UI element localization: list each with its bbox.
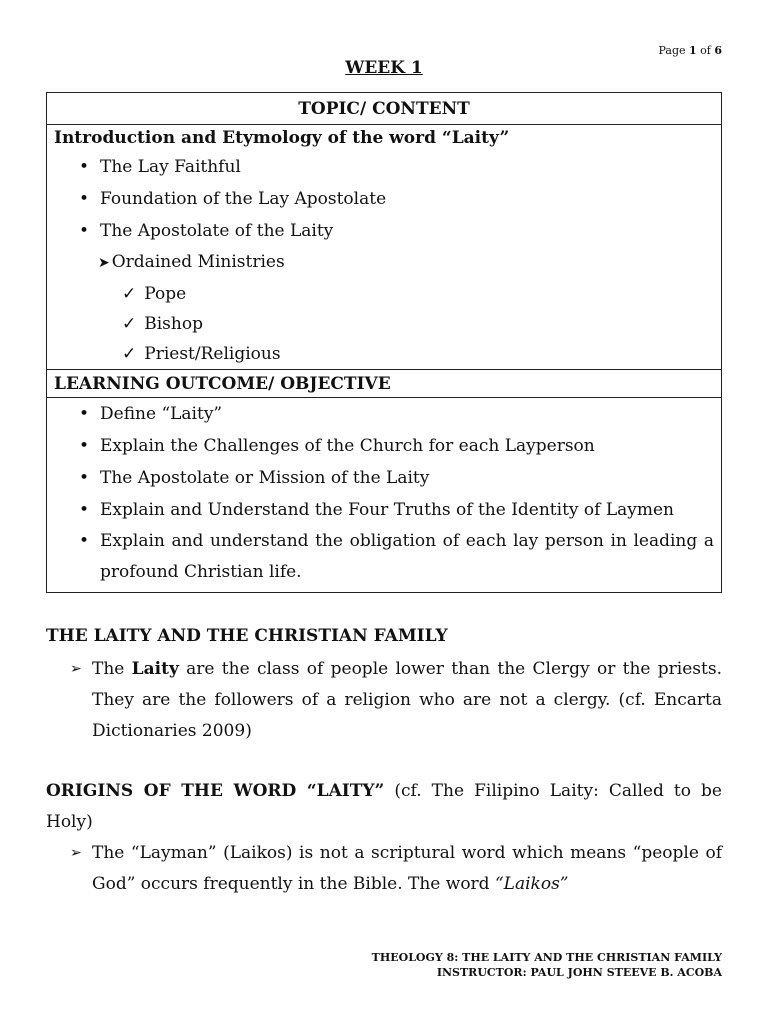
arrow-bullet-icon: ➢ <box>70 661 82 677</box>
section-heading: THE LAITY AND THE CHRISTIAN FAMILY <box>46 626 448 646</box>
footer-instructor: INSTRUCTOR: PAUL JOHN STEEVE B. ACOBA <box>436 966 722 979</box>
section1-paragraph: ➢ The Laity are the class of people lower than the Clergy or the priests. They are the followers of a religion who are not a clergy. (cf. Encarta Dictionaries 2009) <box>70 654 722 747</box>
list-item: • Explain and Understand the Four Truths of the Identity of Laymen <box>100 494 714 526</box>
list-item: ✓ Priest/Religious <box>122 344 281 364</box>
section2-paragraph: ➢ The “Layman” (Laikos) is not a scriptural word which means “people of God” occurs frequently in the Bible. The word “Laikos” <box>70 838 722 900</box>
topic-list <box>54 151 714 247</box>
page-number: Page 1 of 6 <box>658 44 722 57</box>
list-item: • The Apostolate or Mission of the Laity <box>100 462 714 494</box>
list-item: ✓ Pope <box>122 284 187 304</box>
subtopic: ➤ Ordained Ministries <box>98 252 285 272</box>
week-title: WEEK 1 <box>345 58 423 78</box>
topic-content-cell <box>47 125 722 370</box>
arrow-bullet-icon: ➢ <box>70 845 82 861</box>
objectives-list <box>54 398 714 588</box>
section2-heading: ORIGINS OF THE WORD “LAITY” (cf. The Filipino Laity: Called to be Holy) <box>46 781 722 832</box>
list-item: • Define “Laity” <box>100 398 714 430</box>
arrow-bullet-icon: ➤ <box>98 255 110 271</box>
list-item: ✓ Bishop <box>122 314 203 334</box>
footer-course: THEOLOGY 8: THE LAITY AND THE CHRISTIAN FAMILY <box>371 951 722 964</box>
list-item: • The Apostolate of the Laity <box>100 215 714 247</box>
topic-heading: TOPIC/ CONTENT <box>47 93 722 125</box>
intro-title: Introduction and Etymology of the word “Laity” <box>54 128 510 148</box>
checkmark-icon: ✓ <box>122 284 137 304</box>
list-item: • Explain and understand the obligation of each lay person in leading a profound Christian life. <box>100 526 714 588</box>
objectives-cell <box>47 398 722 593</box>
checkmark-icon: ✓ <box>122 314 137 334</box>
list-item: • Explain the Challenges of the Church for each Layperson <box>100 430 714 462</box>
topic-table <box>46 92 722 593</box>
checkmark-icon: ✓ <box>122 344 137 364</box>
list-item: • Foundation of the Lay Apostolate <box>100 183 714 215</box>
list-item: • The Lay Faithful <box>100 151 714 183</box>
objectives-heading: LEARNING OUTCOME/ OBJECTIVE <box>47 370 722 398</box>
